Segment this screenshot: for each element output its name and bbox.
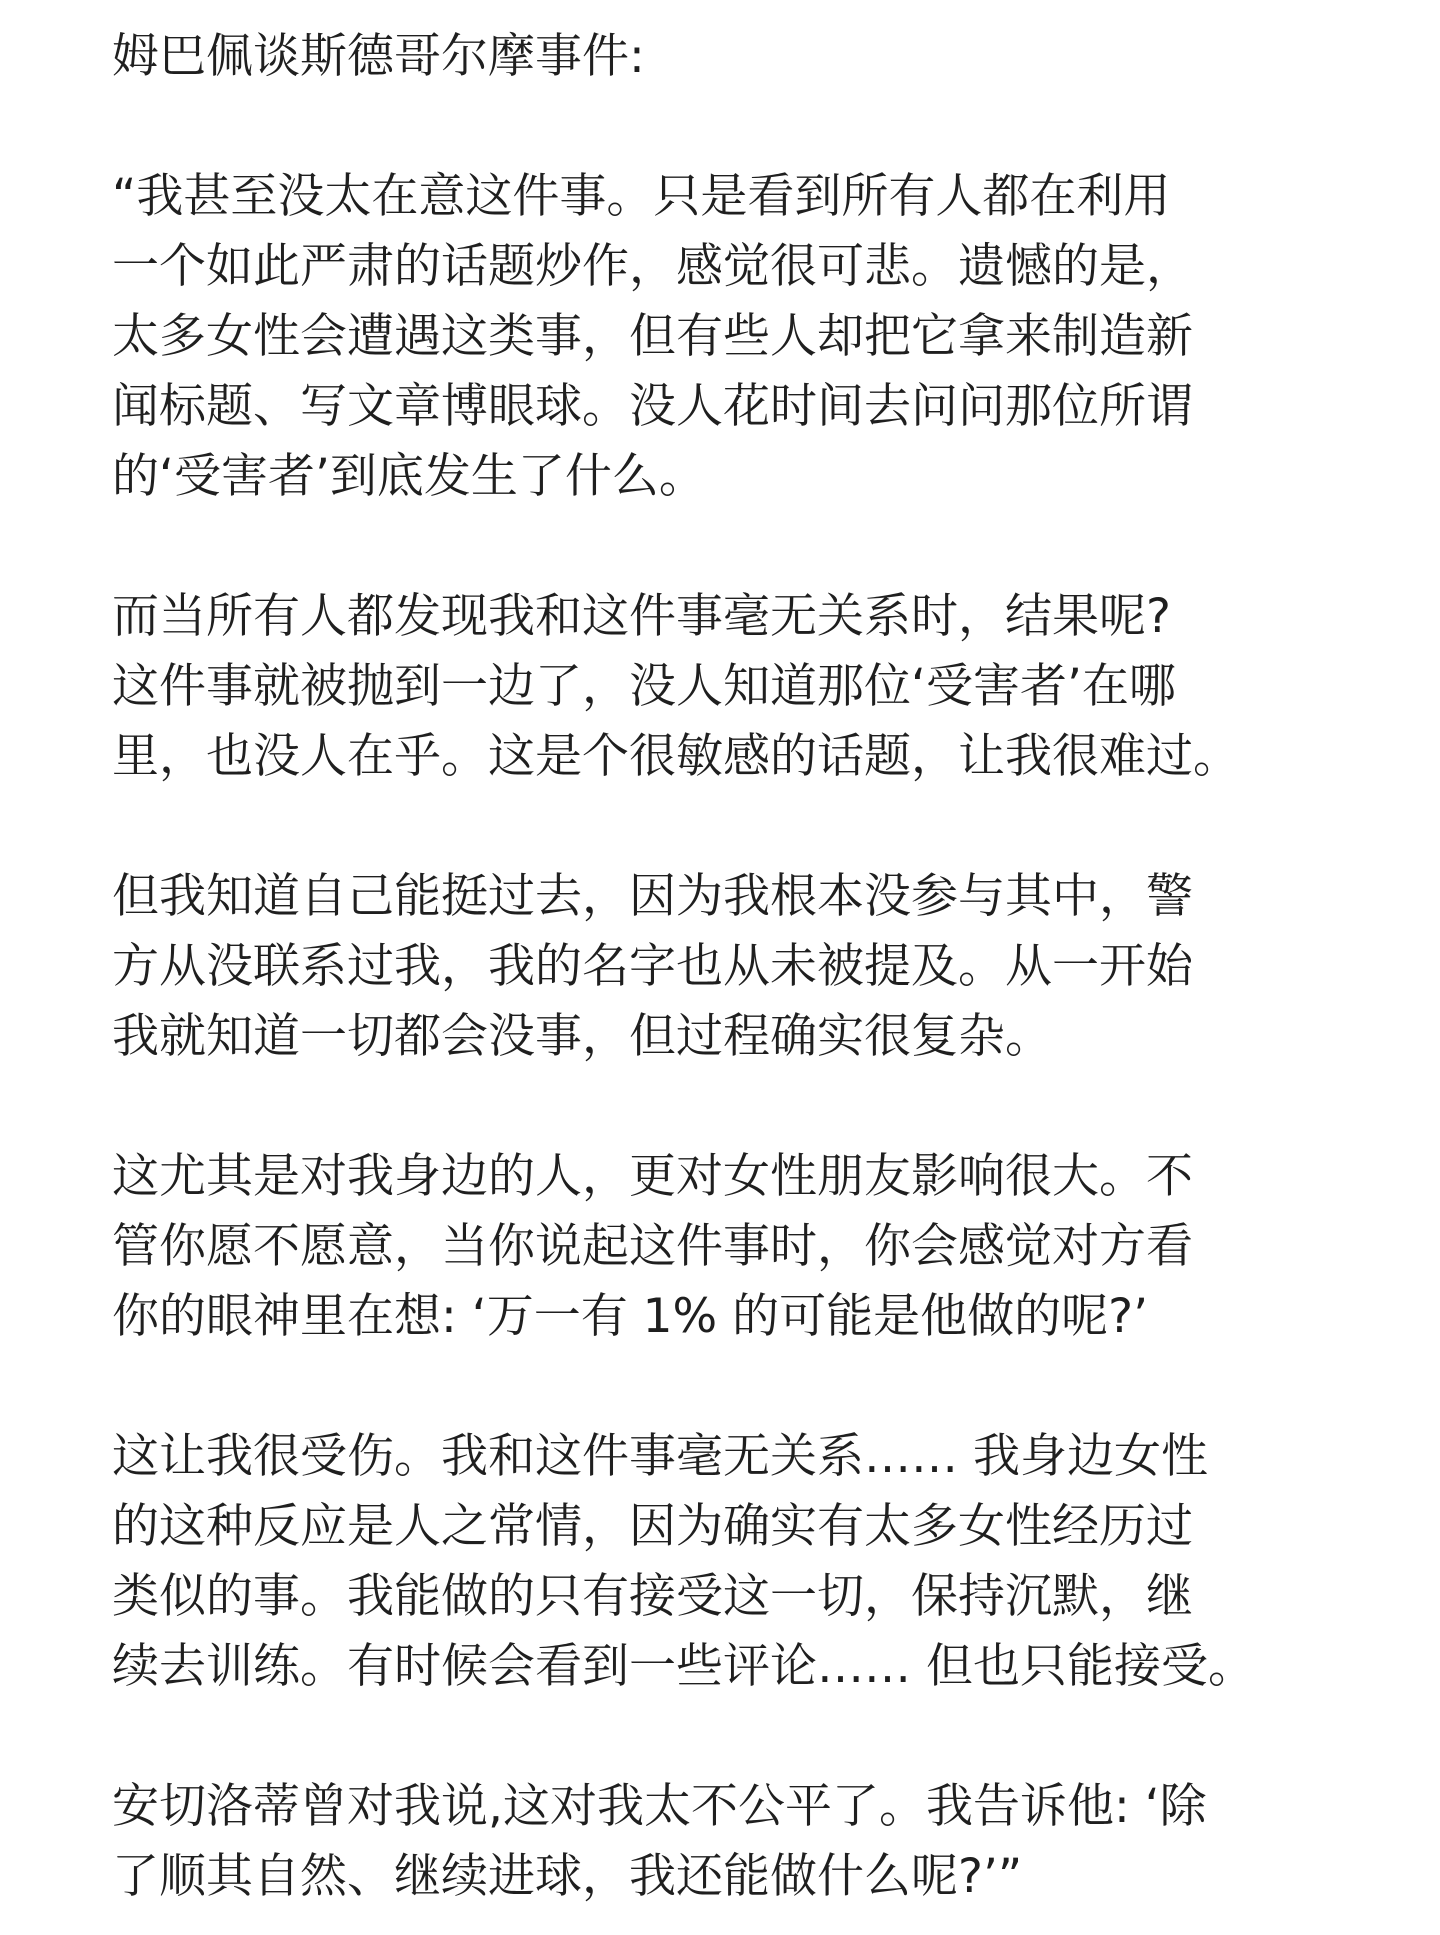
document-title: 姆巴佩谈斯德哥尔摩事件: bbox=[112, 29, 645, 84]
paragraph-3: 但我知道自己能挺过去，因为我根本没参与其中，警 方从没联系过我，我的名字也从未被提及。从一开始 我就知道一切都会没事，但过程确实很复杂。 bbox=[112, 869, 1193, 1064]
paragraph-5: 这让我很受伤。我和这件事毫无关系…… 我身边女性 的这种反应是人之常情，因为确实有太多女性经历过 类似的事。我能做的只有接受这一切，保持沉默，继 续去训练。有时候会看到一些评论…… 但也只能接受。 bbox=[112, 1429, 1255, 1694]
paragraph-4: 这尤其是对我身边的人，更对女性朋友影响很大。不 管你愿不愿意，当你说起这件事时，你会感觉对方看 你的眼神里在想: ‘万一有 1% 的可能是他做的呢?’ bbox=[112, 1149, 1193, 1344]
paragraph-1: “我甚至没太在意这件事。只是看到所有人都在利用 一个如此严肃的话题炒作，感觉很可悲。遗憾的是， 太多女性会遭遇这类事，但有些人却把它拿来制造新 闻标题、写文章博眼球。没人花时间去问问那位所谓 的‘受害者’到底发生了什么。 bbox=[112, 169, 1193, 504]
paragraph-6: 安切洛蒂曾对我说,这对我太不公平了。我告诉他: ‘除 了顺其自然、继续进球，我还能做什么呢?’” bbox=[112, 1779, 1207, 1904]
paragraph-2: 而当所有人都发现我和这件事毫无关系时，结果呢? 这件事就被抛到一边了，没人知道那位‘受害者’在哪 里，也没人在乎。这是个很敏感的话题，让我很难过。 bbox=[112, 589, 1240, 784]
document-body bbox=[112, 22, 1332, 1912]
